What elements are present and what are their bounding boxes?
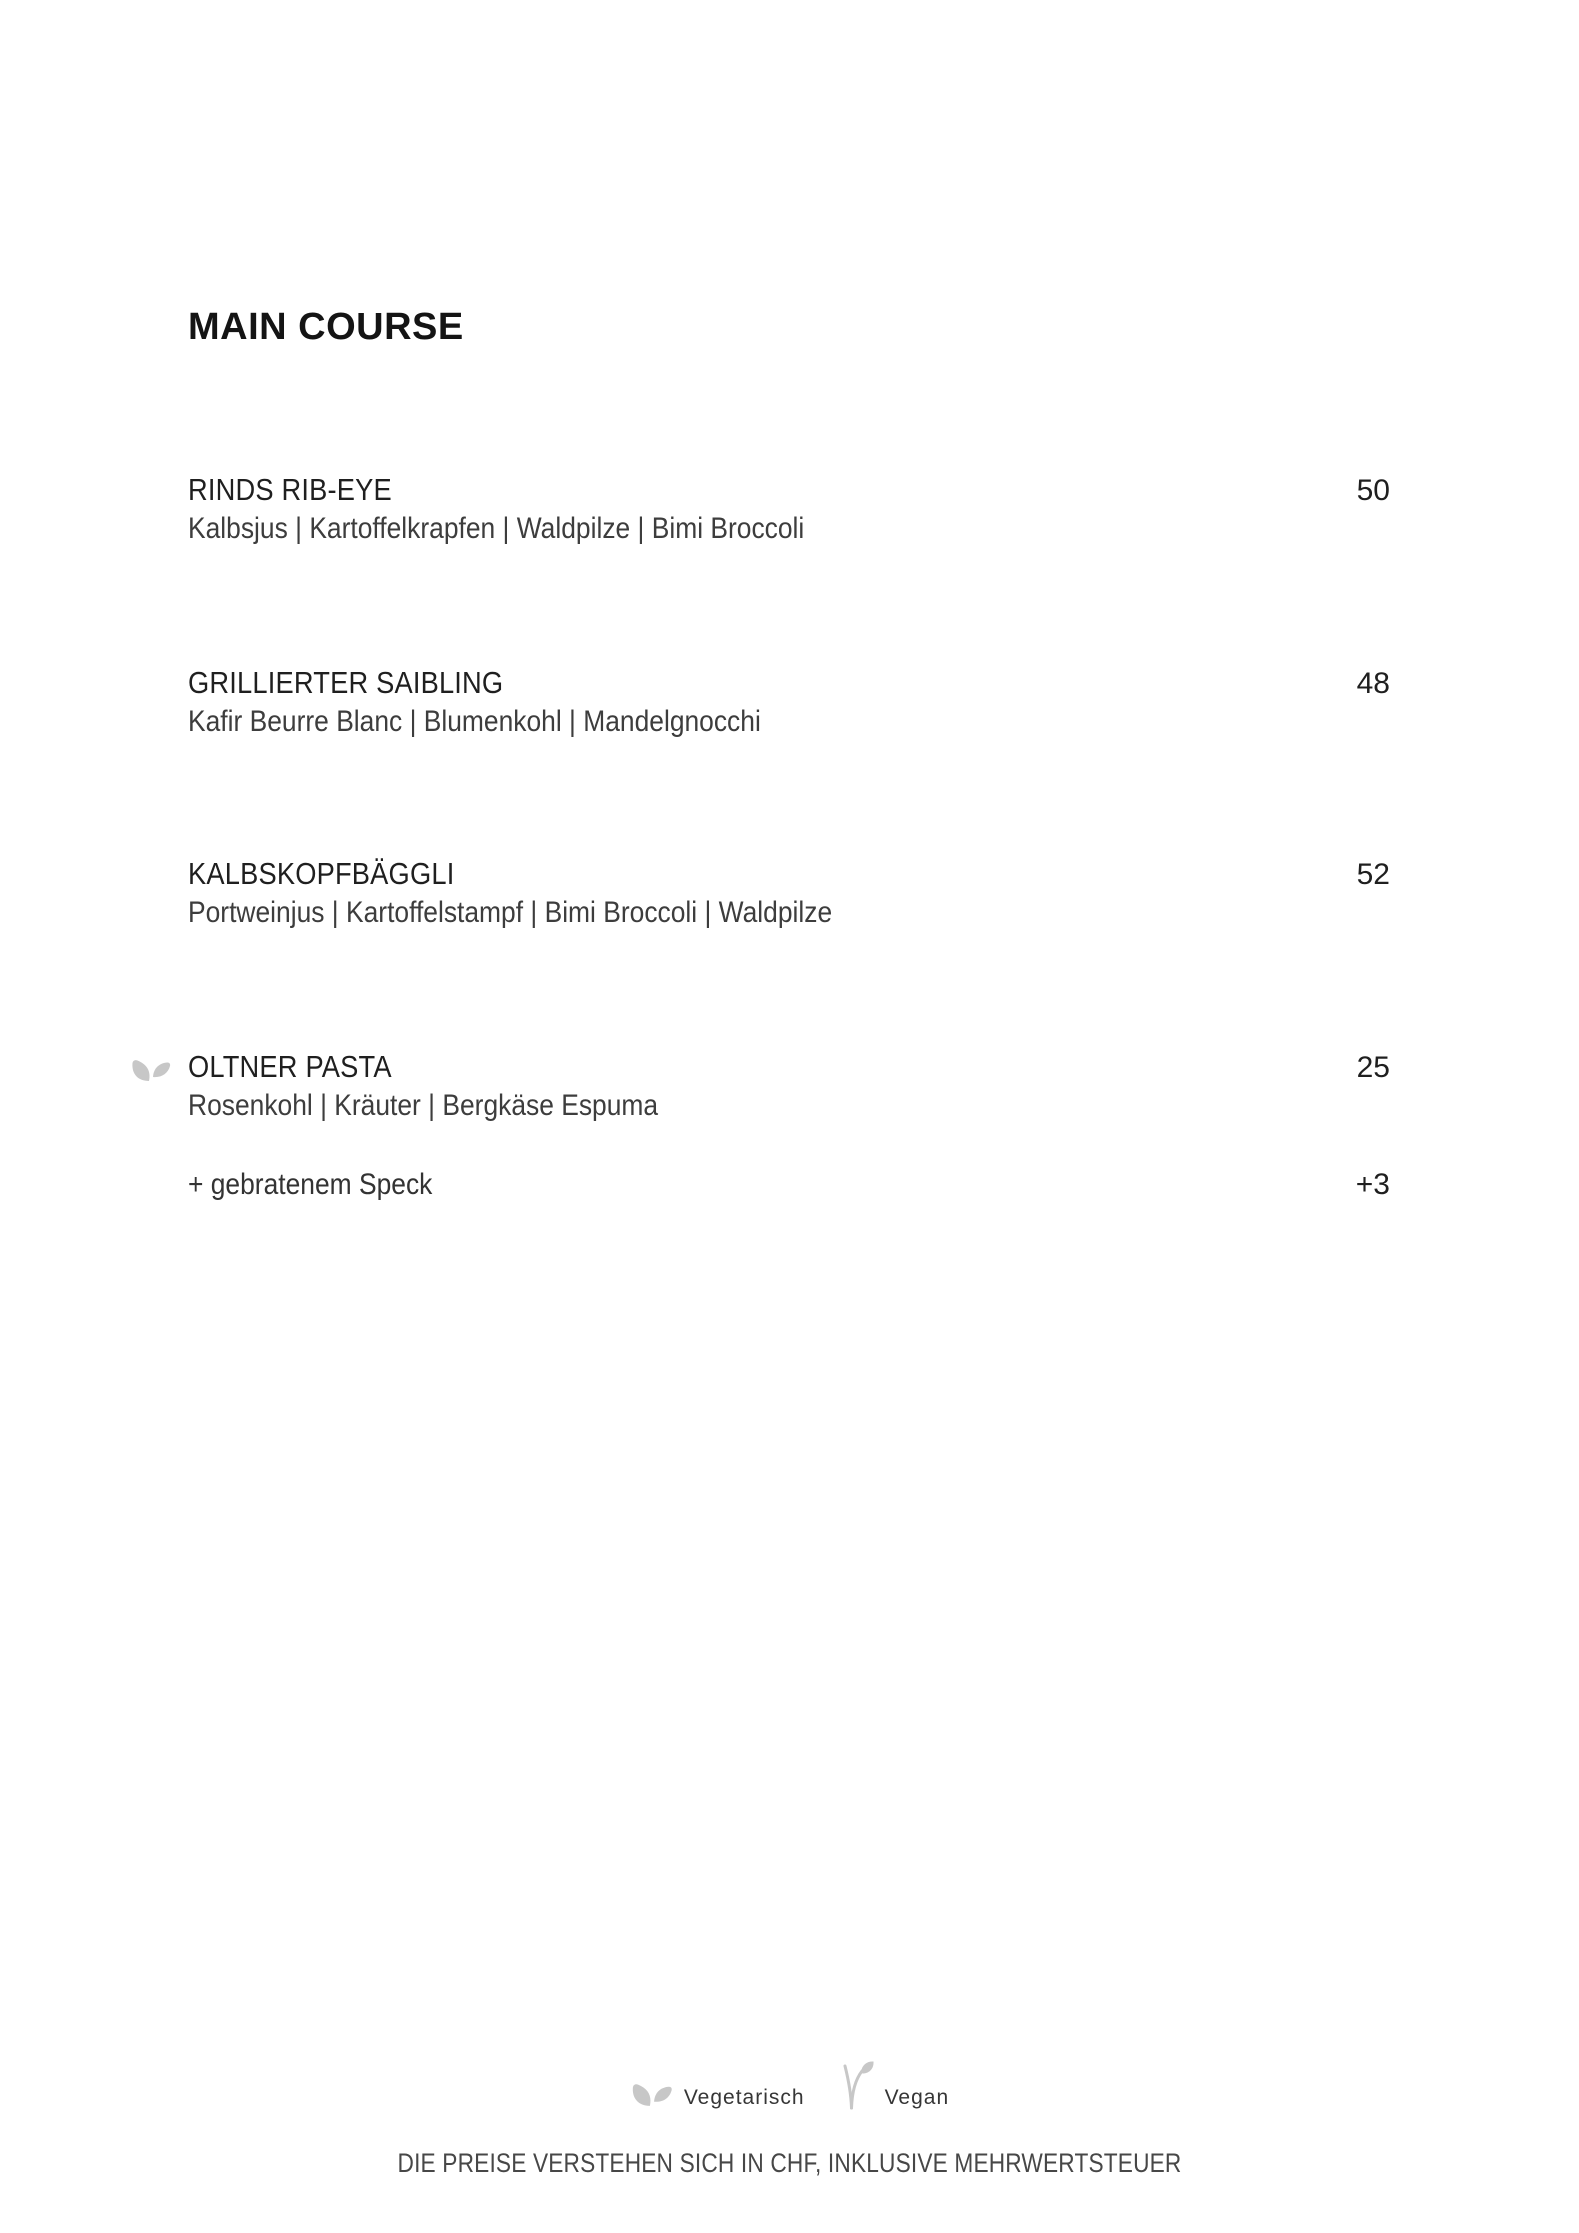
supplement-label: + gebratenem Speck [188, 1168, 433, 1201]
item-header [188, 1049, 1390, 1085]
supplement-price: +3 [1355, 1168, 1390, 1201]
menu-item-rinds-rib-eye [188, 472, 1390, 546]
item-price: 50 [1356, 474, 1390, 507]
menu-item-kalbskopfbaeggli [188, 856, 1390, 930]
item-header [188, 665, 1390, 701]
legend-vegetarian [630, 2079, 805, 2112]
supplement-row [188, 1168, 1390, 1202]
item-name: RINDS RIB-EYE [188, 472, 392, 507]
item-price: 25 [1356, 1051, 1390, 1084]
diet-legend [0, 2048, 1579, 2112]
item-description: Rosenkohl | Kräuter | Bergkäse Espuma [188, 1089, 659, 1122]
legend-vegan-label: Vegan [884, 2086, 950, 2109]
item-description: Portweinjus | Kartoffelstampf | Bimi Broccoli | Waldpilze [188, 896, 833, 929]
item-description: Kafir Beurre Blanc | Blumenkohl | Mandelgnocchi [188, 705, 761, 738]
legend-vegetarian-label: Vegetarisch [683, 2086, 805, 2109]
vegetarian-icon [630, 2079, 674, 2112]
item-name: GRILLIERTER SAIBLING [188, 665, 504, 700]
vegan-icon [841, 2060, 875, 2112]
legend-vegan [841, 2060, 950, 2112]
item-header [188, 472, 1390, 508]
price-disclaimer: DIE PREISE VERSTEHEN SICH IN CHF, INKLUSIVE MEHRWERTSTEUER [397, 2148, 1182, 2178]
item-description: Kalbsjus | Kartoffelkrapfen | Waldpilze | Bimi Broccoli [188, 512, 805, 545]
item-price: 48 [1356, 667, 1390, 700]
item-header [188, 856, 1390, 892]
item-name: KALBSKOPFBÄGGLI [188, 856, 455, 891]
menu-item-oltner-pasta [188, 1049, 1390, 1123]
vegetarian-icon [130, 1055, 172, 1087]
item-price: 52 [1356, 858, 1390, 891]
item-name: OLTNER PASTA [188, 1049, 392, 1084]
page-title: MAIN COURSE [188, 306, 464, 348]
menu-item-grillierter-saibling [188, 665, 1390, 739]
